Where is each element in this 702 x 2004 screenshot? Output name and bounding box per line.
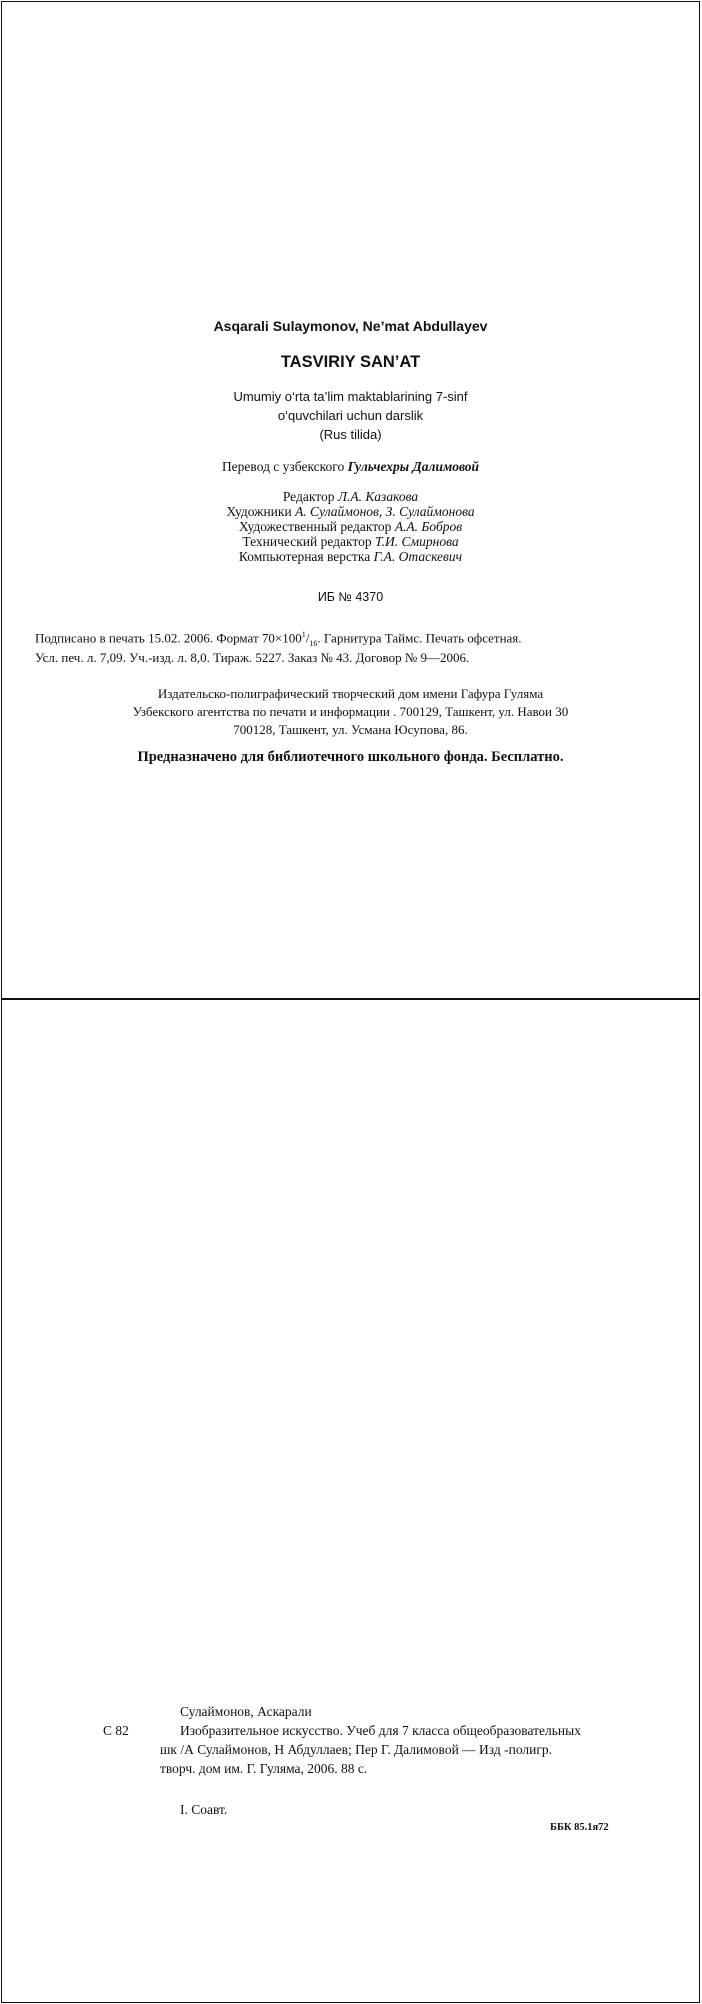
catalog-desc-line-2: шк /А Сулаймонов, Н Абдуллаев; Пер Г. Далимовой — Изд -полигр. <box>160 1742 553 1757</box>
catalog-coauthor: I. Соавт. <box>180 1802 228 1817</box>
publisher-line-2: Узбекского агентства по печати и информации . 700129, Ташкент, ул. Навои 30 <box>132 704 569 719</box>
translation-label: Перевод с узбекского <box>221 459 345 474</box>
subtitle-line-3: (Rus tilida) <box>319 427 382 442</box>
catalog-author-heading: Сулаймонов, Аскарали <box>180 1704 312 1719</box>
print-info-text: . Гарнитура Таймс. Печать офсетная. <box>317 630 522 646</box>
catalog-card-page <box>1 999 700 2003</box>
subtitle-line-1: Umumiy o‘rta ta’lim maktablarining 7-sinf <box>233 389 468 404</box>
publisher-line-3: 700128, Ташкент, ул. Усмана Юсупова, 86. <box>233 722 468 737</box>
credits-block <box>2 489 699 564</box>
credit-line <box>2 534 699 549</box>
credit-name: А. Сулаймонов, З. Сулаймонова <box>295 504 475 519</box>
credit-line <box>2 549 699 564</box>
book-title: TASVIRIY SAN’AT <box>280 353 421 371</box>
catalog-desc-line-1: Изобразительное искусство. Учеб для 7 класса общеобразовательных <box>180 1723 581 1738</box>
credit-role: Компьютерная верстка <box>238 549 371 564</box>
print-info-line-2: Усл. печ. л. 7,09. Уч.-изд. л. 8,0. Тираж. 5227. Заказ № 43. Договор № 9—2006. <box>35 650 470 665</box>
credit-line <box>2 504 699 519</box>
catalog-desc-line-3: творч. дом им. Г. Гуляма, 2006. 88 с. <box>160 1761 368 1776</box>
distribution-note: Предназначено для библиотечного школьного фонда. Бесплатно. <box>137 749 564 765</box>
print-info-line-1: Подписано в печать 15.02. 2006. Формат $70\times 100^1/_{16}$. Гарнитура Таймс. Печать офсетная. <box>35 630 522 648</box>
credit-role: Художники <box>226 504 292 519</box>
credit-role: Художественный редактор <box>238 519 392 534</box>
credit-role: Технический редактор <box>242 534 372 549</box>
title-verso-page <box>1 1 700 999</box>
translation-line <box>2 459 699 475</box>
credit-name: Л.А. Казакова <box>337 489 419 504</box>
credit-name: Т.И. Смирнова <box>375 534 459 549</box>
credit-name: А.А. Бобров <box>394 519 463 534</box>
format-sub: 16 <box>309 638 318 648</box>
ib-number: ИБ № 4370 <box>317 590 384 604</box>
format-sup: 1 <box>301 630 306 639</box>
catalog-code: С 82 <box>103 1723 129 1738</box>
authors: Asqarali Sulaymonov, Ne’mat Abdullayev <box>213 318 488 334</box>
bbk-code: ББК 85.1я72 <box>550 1822 609 1833</box>
publisher-line-1: Издательско-полиграфический творческий дом имени Гафура Гуляма <box>157 686 544 701</box>
credit-line <box>2 519 699 534</box>
subtitle-line-2: o‘quvchilari uchun darslik <box>277 408 424 423</box>
translator-name: Гульчехры Далимовой <box>347 459 480 474</box>
credit-line <box>2 489 699 504</box>
credit-role: Редактор <box>282 489 335 504</box>
print-info-text: Подписано в печать 15.02. 2006. Формат 70×100 <box>35 630 302 646</box>
credit-name: Г.А. Отаскевич <box>373 549 463 564</box>
